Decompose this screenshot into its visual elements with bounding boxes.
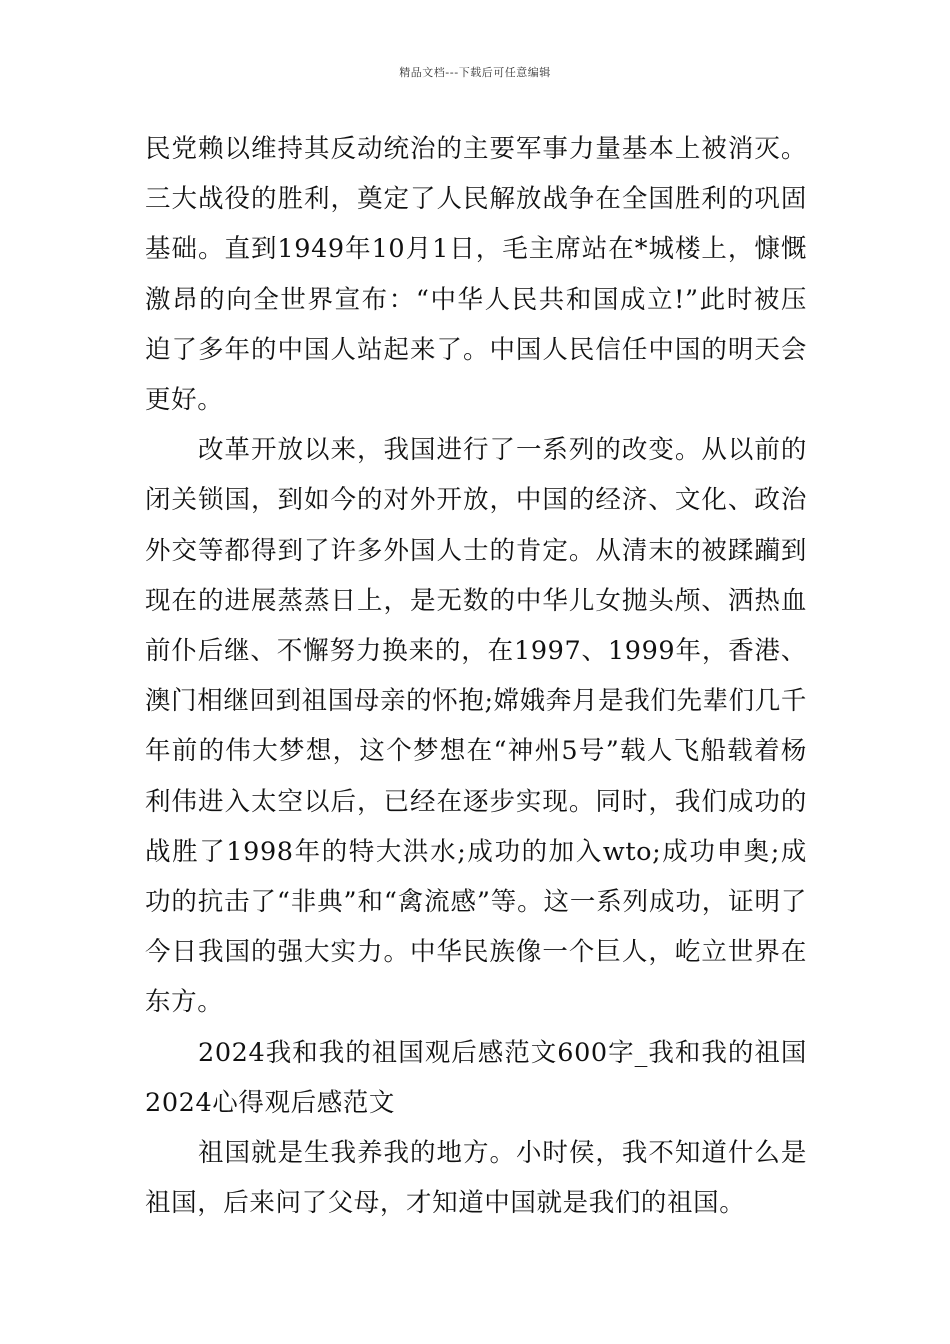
page-header: 精品文档---下载后可任意编辑 — [399, 66, 551, 79]
paragraph-3-title: 2024我和我的祖国观后感范文600字_我和我的祖国2024心得观后感范文 — [145, 1037, 807, 1118]
document-body — [145, 124, 807, 1228]
paragraph-2: 改革开放以来，我国进行了一系列的改变。从以前的闭关锁国，到如今的对外开放，中国的经济、文化、政治外交等都得到了许多外国人士的肯定。从清末的被蹂躏到现在的进展蒸蒸日上，是无数的中华儿女抛头颅、洒热血前仆后继、不懈努力换来的，在1997、1999年，香港、澳门相继回到祖国母亲的怀抱;嫦娥奔月是我们先辈们几千年前的伟大梦想，这个梦想在“神州5号”载人飞船载着杨利伟进入太空以后，已经在逐步实现。同时，我们成功的战胜了1998年的特大洪水;成功的加入wto;成功申奥;成功的抗击了“非典”和“禽流感”等。这一系列成功，证明了今日我国的强大实力。中华民族像一个巨人，屹立世界在东方。 — [145, 435, 807, 1018]
paragraph-4: 祖国就是生我养我的地方。小时侯，我不知道什么是祖国，后来问了父母，才知道中国就是我们的祖国。 — [145, 1138, 807, 1219]
paragraph-1: 民党赖以维持其反动统治的主要军事力量基本上被消灭。三大战役的胜利，奠定了人民解放战争在全国胜利的巩固基础。直到1949年10月1日，毛主席站在*城楼上，慷慨激昂的向全世界宣布：“中华人民共和国成立!”此时被压迫了多年的中国人站起来了。中国人民信任中国的明天会更好。 — [145, 134, 807, 416]
